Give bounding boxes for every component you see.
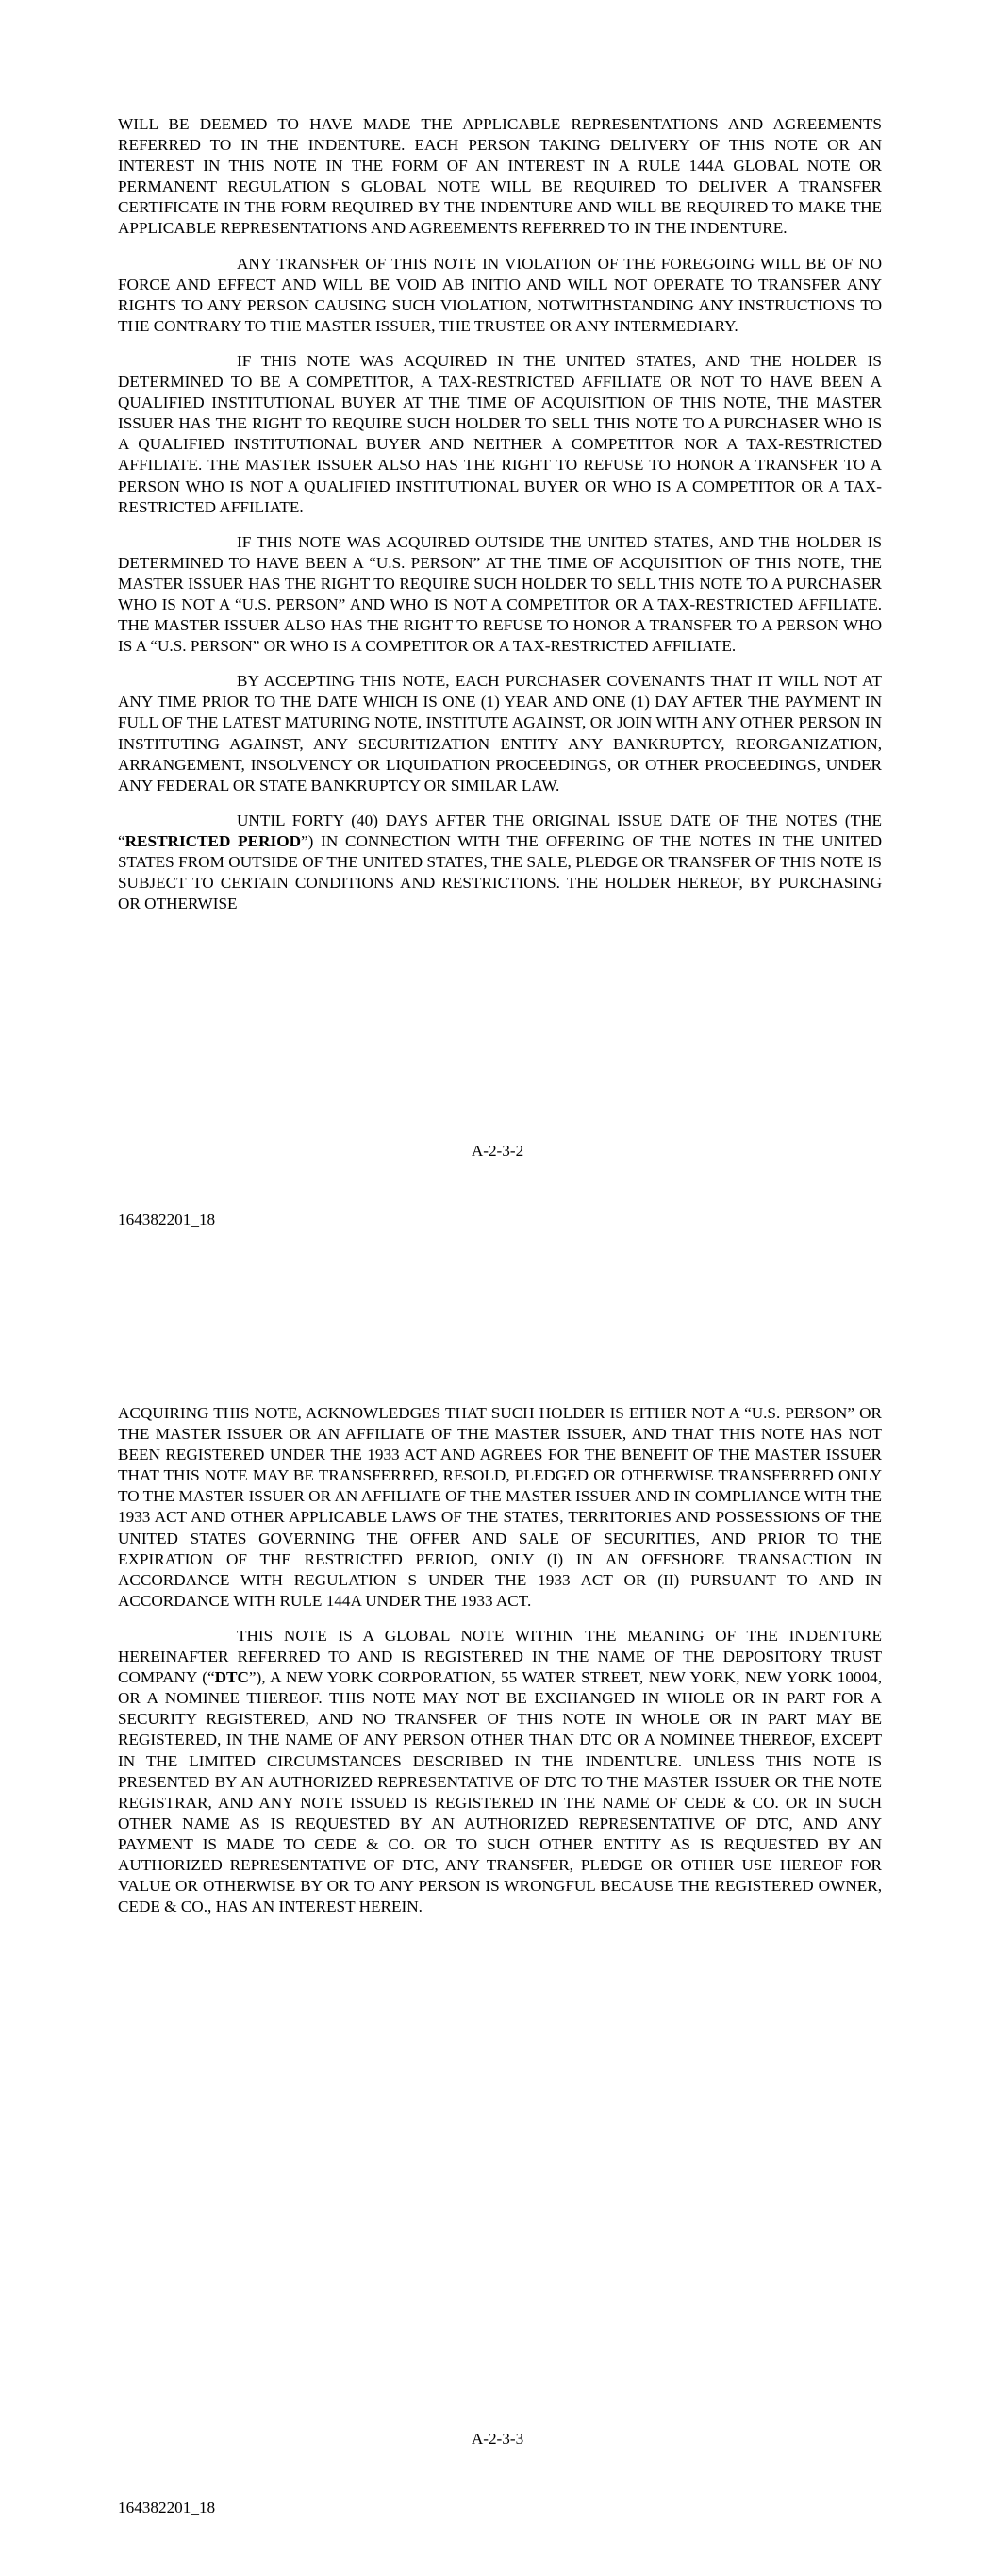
- paragraph-restricted-period: [118, 811, 882, 914]
- paragraph-acknowledgement: ACQUIRING THIS NOTE, ACKNOWLEDGES THAT SUCH HOLDER IS EITHER NOT A “U.S. PERSON” OR THE MASTER ISSUER OR AN AFFILIATE OF THE MASTER ISSUER, AND THAT THIS NOTE HAS NOT BEEN REGISTERED UNDER THE 1933 ACT AND AGREES FOR THE BENEFIT OF THE MASTER ISSUER THAT THIS NOTE MAY BE TRANSFERRED, RESOLD, PLEDGED OR OTHERWISE TRANSFERRED ONLY TO THE MASTER ISSUER OR AN AFFILIATE OF THE MASTER ISSUER AND IN COMPLIANCE WITH THE 1933 ACT AND OTHER APPLICABLE LAWS OF THE STATES, TERRITORIES AND POSSESSIONS OF THE UNITED STATES GOVERNING THE OFFER AND SALE OF SECURITIES, AND PRIOR TO THE EXPIRATION OF THE RESTRICTED PERIOD, ONLY (I) IN AN OFFSHORE TRANSACTION IN ACCORDANCE WITH REGULATION S UNDER THE 1933 ACT OR (II) PURSUANT TO AND IN ACCORDANCE WITH RULE 144A UNDER THE 1933 ACT.: [118, 1404, 882, 1610]
- document-id: 164382201_18: [118, 2499, 216, 2517]
- page-number: A-2-3-2: [471, 1142, 524, 1160]
- paragraph-representations: WILL BE DEEMED TO HAVE MADE THE APPLICABLE REPRESENTATIONS AND AGREEMENTS REFERRED TO IN THE INDENTURE. EACH PERSON TAKING DELIVERY OF THIS NOTE OR AN INTEREST IN THIS NOTE IN THE FORM OF AN INTEREST IN A RULE 144A GLOBAL NOTE OR PERMANENT REGULATION S GLOBAL NOTE WILL BE REQUIRED TO DELIVER A TRANSFER CERTIFICATE IN THE FORM REQUIRED BY THE INDENTURE AND WILL BE REQUIRED TO MAKE THE APPLICABLE REPRESENTATIONS AND AGREEMENTS REFERRED TO IN THE INDENTURE.: [118, 115, 882, 238]
- paragraph-transfer-violation: ANY TRANSFER OF THIS NOTE IN VIOLATION OF THE FOREGOING WILL BE OF NO FORCE AND EFFECT AND WILL BE VOID AB INITIO AND WILL NOT OPERATE TO TRANSFER ANY RIGHTS TO ANY PERSON CAUSING SUCH VIOLATION, NOTWITHSTANDING ANY INSTRUCTIONS TO THE CONTRARY TO THE MASTER ISSUER, THE TRUSTEE OR ANY INTERMEDIARY.: [118, 254, 882, 335]
- document-id: 164382201_18: [118, 1211, 216, 1229]
- paragraph-acquired-outside-us: IF THIS NOTE WAS ACQUIRED OUTSIDE THE UNITED STATES, AND THE HOLDER IS DETERMINED TO HAVE BEEN A “U.S. PERSON” AT THE TIME OF ACQUISITION OF THIS NOTE, THE MASTER ISSUER HAS THE RIGHT TO REQUIRE SUCH HOLDER TO SELL THIS NOTE TO A PURCHASER WHO IS NOT A “U.S. PERSON” AND WHO IS NOT A COMPETITOR OR A TAX-RESTRICTED AFFILIATE. THE MASTER ISSUER ALSO HAS THE RIGHT TO REFUSE TO HONOR A TRANSFER TO A PERSON WHO IS A “U.S. PERSON” OR WHO IS A COMPETITOR OR A TAX-RESTRICTED AFFILIATE.: [118, 532, 882, 656]
- paragraph-acquired-in-us: IF THIS NOTE WAS ACQUIRED IN THE UNITED STATES, AND THE HOLDER IS DETERMINED TO BE A COMPETITOR, A TAX-RESTRICTED AFFILIATE OR NOT TO HAVE BEEN A QUALIFIED INSTITUTIONAL BUYER AT THE TIME OF ACQUISITION OF THIS NOTE, THE MASTER ISSUER HAS THE RIGHT TO REQUIRE SUCH HOLDER TO SELL THIS NOTE TO A PURCHASER WHO IS A QUALIFIED INSTITUTIONAL BUYER AND NEITHER A COMPETITOR NOR A TAX-RESTRICTED AFFILIATE. THE MASTER ISSUER ALSO HAS THE RIGHT TO REFUSE TO HONOR A TRANSFER TO A PERSON WHO IS NOT A QUALIFIED INSTITUTIONAL BUYER OR WHO IS A COMPETITOR OR A TAX-RESTRICTED AFFILIATE.: [118, 351, 882, 516]
- dtc-term: DTC: [214, 1668, 249, 1687]
- page-number: A-2-3-3: [471, 2430, 524, 2448]
- restricted-period-text-1: UNTIL FORTY (40) DAYS AFTER THE ORIGINAL ISSUE DATE OF THE NOTES (THE “: [118, 811, 882, 850]
- paragraph-global-note-dtc: [118, 1626, 882, 1917]
- page-2-body: [118, 1403, 882, 1932]
- restricted-period-term: RESTRICTED PERIOD: [124, 831, 302, 850]
- global-note-text-2: ”), A NEW YORK CORPORATION, 55 WATER STREET, NEW YORK, NEW YORK 10004, OR A NOMINEE THEREOF. THIS NOTE MAY NOT BE EXCHANGED IN WHOLE OR IN PART FOR A SECURITY REGISTERED, AND NO TRANSFER OF THIS NOTE IN WHOLE OR IN PART MAY BE REGISTERED, IN THE NAME OF ANY PERSON OTHER THAN DTC OR A NOMINEE THEREOF, EXCEPT IN THE LIMITED CIRCUMSTANCES DESCRIBED IN THE INDENTURE. UNLESS THIS NOTE IS PRESENTED BY AN AUTHORIZED REPRESENTATIVE OF DTC TO THE MASTER ISSUER OR THE NOTE REGISTRAR, AND ANY NOTE ISSUED IS REGISTERED IN THE NAME OF CEDE & CO. OR IN SUCH OTHER NAME AS IS REQUESTED BY AN AUTHORIZED REPRESENTATIVE OF DTC, AND ANY PAYMENT IS MADE TO CEDE & CO. OR TO SUCH OTHER ENTITY AS IS REQUESTED BY AN AUTHORIZED REPRESENTATIVE OF DTC, ANY TRANSFER, PLEDGE OR OTHER USE HEREOF FOR VALUE OR OTHERWISE BY OR TO ANY PERSON IS WRONGFUL BECAUSE THE REGISTERED OWNER, CEDE & CO., HAS AN INTEREST HEREIN.: [118, 1668, 882, 1916]
- restricted-period-text-2: ”) IN CONNECTION WITH THE OFFERING OF THE NOTES IN THE UNITED STATES FROM OUTSIDE OF THE UNITED STATES, THE SALE, PLEDGE OR TRANSFER OF THIS NOTE IS SUBJECT TO CERTAIN CONDITIONS AND RESTRICTIONS. THE HOLDER HEREOF, BY PURCHASING OR OTHERWISE: [118, 831, 882, 913]
- page-1-body: [118, 114, 882, 928]
- document-page-2: [0, 1288, 995, 2576]
- global-note-text-1: THIS NOTE IS A GLOBAL NOTE WITHIN THE MEANING OF THE INDENTURE HEREINAFTER REFERRED TO AND IS REGISTERED IN THE NAME OF THE DEPOSITORY TRUST COMPANY (“: [118, 1626, 882, 1687]
- paragraph-bankruptcy-covenant: BY ACCEPTING THIS NOTE, EACH PURCHASER COVENANTS THAT IT WILL NOT AT ANY TIME PRIOR TO THE DATE WHICH IS ONE (1) YEAR AND ONE (1) DAY AFTER THE PAYMENT IN FULL OF THE LATEST MATURING NOTE, INSTITUTE AGAINST, OR JOIN WITH ANY OTHER PERSON IN INSTITUTING AGAINST, ANY SECURITIZATION ENTITY ANY BANKRUPTCY, REORGANIZATION, ARRANGEMENT, INSOLVENCY OR LIQUIDATION PROCEEDINGS, OR OTHER PROCEEDINGS, UNDER ANY FEDERAL OR STATE BANKRUPTCY OR SIMILAR LAW.: [118, 672, 882, 795]
